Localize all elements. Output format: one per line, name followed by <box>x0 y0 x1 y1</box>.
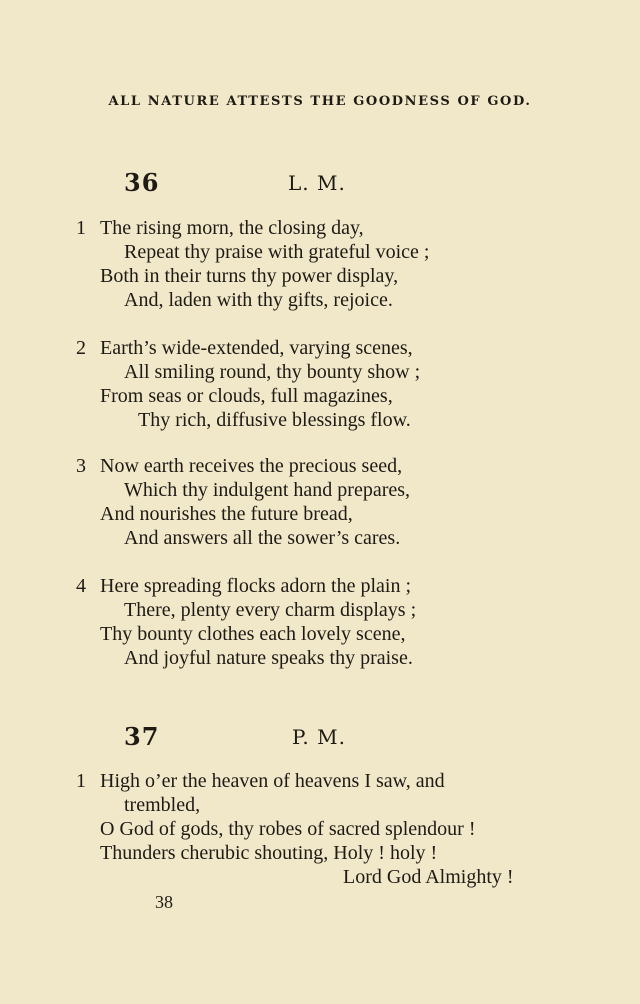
verse-line: Thy rich, diffusive blessings flow. <box>138 409 411 431</box>
verse-line: Now earth receives the precious seed, <box>100 455 403 477</box>
stanza-number: 4 <box>76 575 86 597</box>
verse-line: Earth’s wide-extended, varying scenes, <box>100 337 413 359</box>
verse-line: The rising morn, the closing day, <box>100 217 364 239</box>
verse-line: And, laden with thy gifts, rejoice. <box>124 289 393 311</box>
verse-line: All smiling round, thy bounty show ; <box>124 361 421 383</box>
page-number: 38 <box>155 892 173 912</box>
verse-line: trembled, <box>124 794 201 816</box>
verse-line: O God of gods, thy robes of sacred splendour ! <box>100 818 476 840</box>
stanza-number: 2 <box>76 337 86 359</box>
verse-line: Thy bounty clothes each lovely scene, <box>100 623 406 645</box>
hymn-meter: P. M. <box>292 725 346 749</box>
verse-line: Which thy indulgent hand prepares, <box>124 479 411 501</box>
verse-line: And nourishes the future bread, <box>100 503 353 525</box>
stanza-number: 3 <box>76 455 86 477</box>
verse-line: Lord God Almighty ! <box>343 866 514 888</box>
verse-line: And joyful nature speaks thy praise. <box>124 647 413 669</box>
hymn-number: 36 <box>124 168 160 197</box>
verse-line: Thunders cherubic shouting, Holy ! holy ! <box>100 842 438 864</box>
stanza-number: 1 <box>76 217 86 239</box>
verse-line: Repeat thy praise with grateful voice ; <box>124 241 430 263</box>
hymn-meter: L. M. <box>288 171 346 195</box>
verse-line: High o’er the heaven of heavens I saw, and <box>100 770 445 792</box>
verse-line: Here spreading flocks adorn the plain ; <box>100 575 412 597</box>
running-head: ALL NATURE ATTESTS THE GOODNESS OF GOD. <box>108 94 532 109</box>
verse-line: And answers all the sower’s cares. <box>124 527 401 549</box>
verse-line: From seas or clouds, full magazines, <box>100 385 393 407</box>
stanza-number: 1 <box>76 770 86 792</box>
verse-line: There, plenty every charm displays ; <box>124 599 417 621</box>
verse-line: Both in their turns thy power display, <box>100 265 399 287</box>
hymn-number: 37 <box>124 722 160 751</box>
